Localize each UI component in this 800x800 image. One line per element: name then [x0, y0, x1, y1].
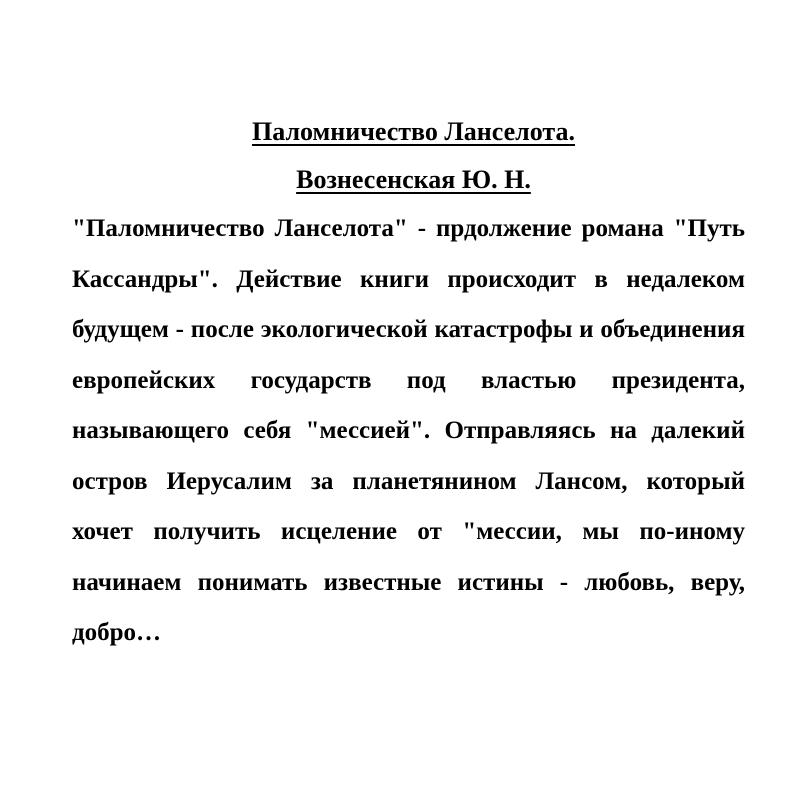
book-title: Паломничество Ланселота.	[252, 117, 575, 146]
book-author: Вознесенская Ю. Н.	[296, 165, 531, 194]
book-description: "Паломничество Ланселота" - прдолжение романа "Путь Кассандры". Действие книги происходит в недалеком будущем - после экологической катастрофы и объединения европейских государств под властью президента, называющего себя "мессией". Отправляясь на далекий остров Иерусалим за планетянином Лансом, который хочет получить исцеление от "мессии, мы по-иному начинаем понимать известные истины - любовь, веру, добро…	[72, 215, 745, 646]
